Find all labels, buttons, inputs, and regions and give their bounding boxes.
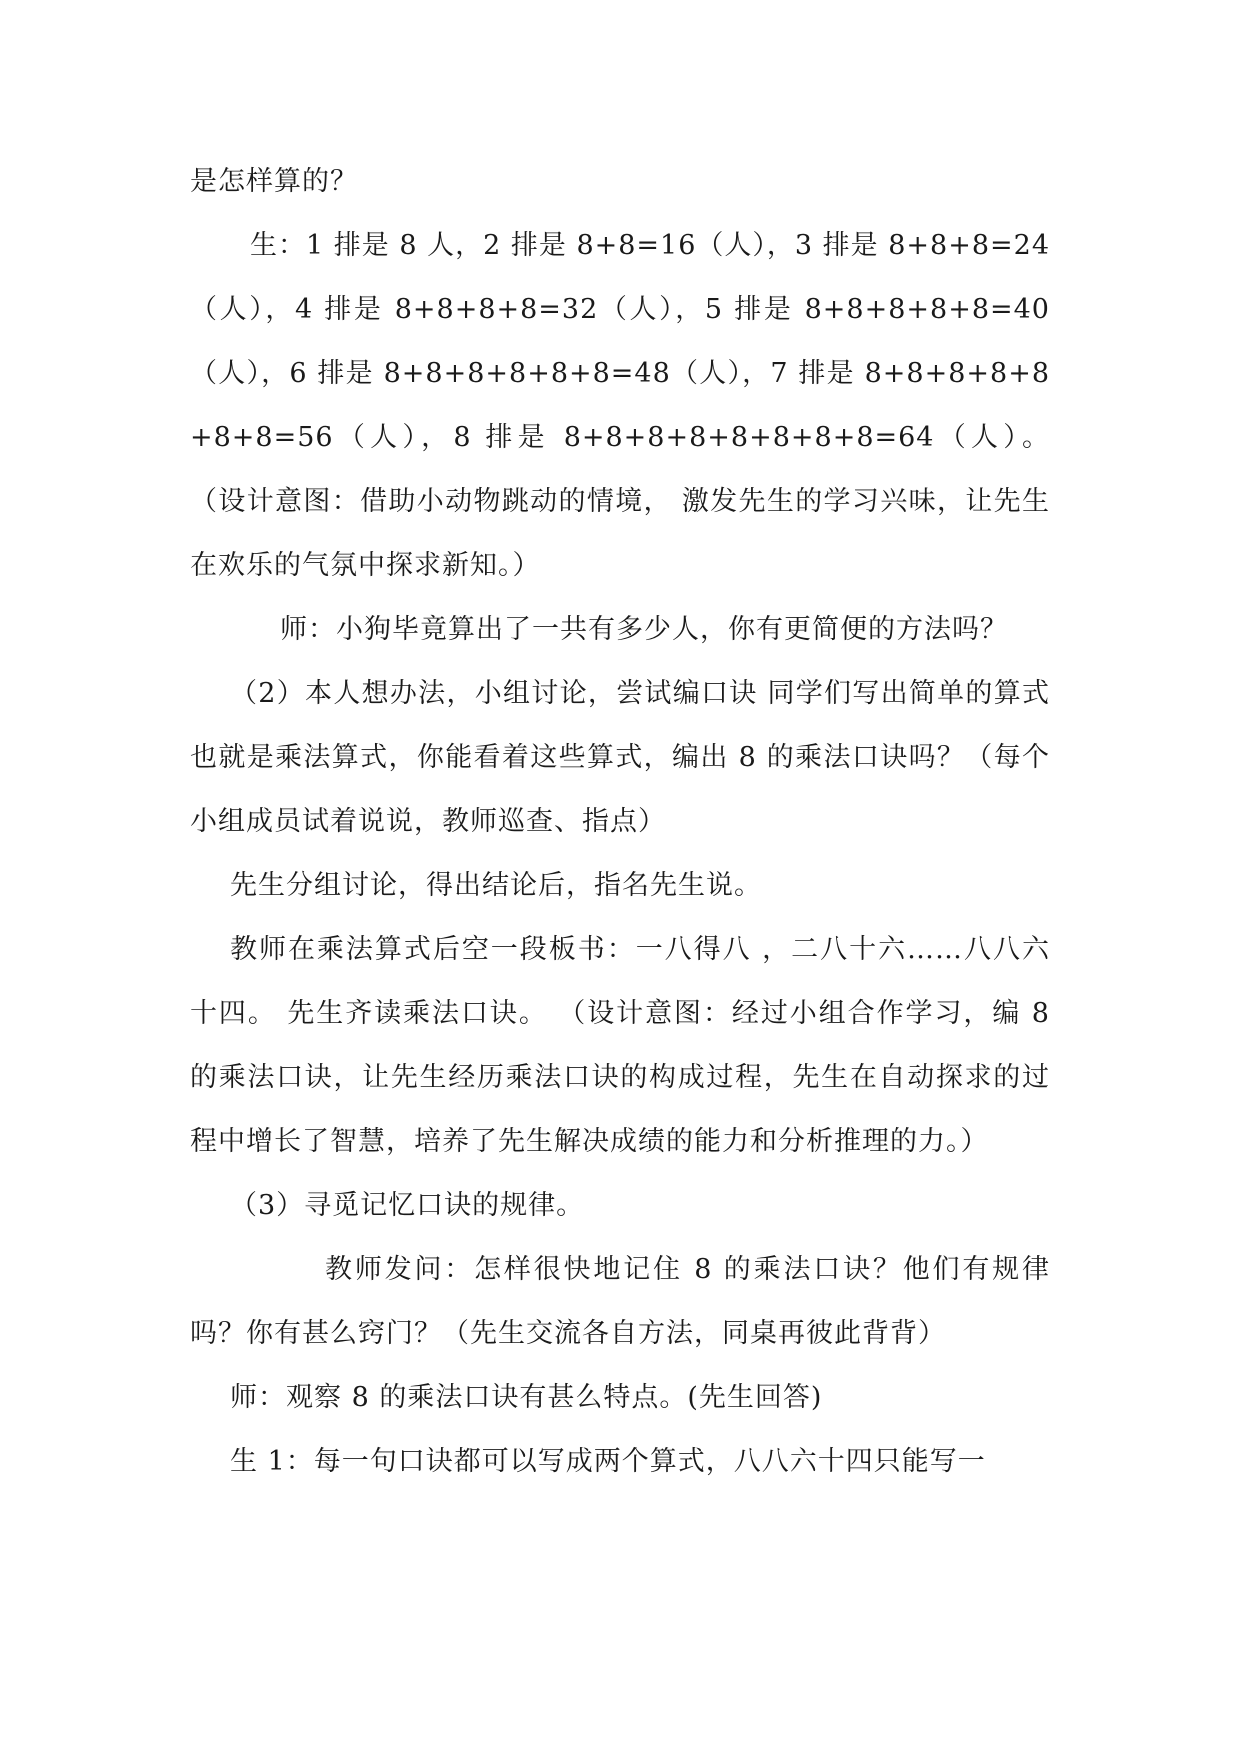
document-body [190, 150, 1050, 1494]
paragraph-4: （2）本人想办法，小组讨论，尝试编口诀 同学们写出简单的算式也就是乘法算式，你能看着这些算式，编出 8 的乘法口诀吗？（每个小组成员试着说说，教师巡查、指点） [190, 678, 1050, 837]
paragraph-2: 生：1 排是 8 人，2 排是 8+8=16（人），3 排是 8+8+8=24（人），4 排是 8+8+8+8=32（人），5 排是 8+8+8+8+8=40（人），6 排是 8+8+8+8+8+8=48（人），7 排是 8+8+8+8+8+8+8=56（人），8 排是 8+8+8+8+8+8+8+8=64（人）。 （设计意图：借助小动物跳动的情境， 激发先生的学习兴味，让先生在欢乐的气氛中探求新知。） [190, 230, 1051, 581]
paragraph-9: 师：观察 8 的乘法口诀有甚么特点。(先生回答) [230, 1382, 823, 1413]
paragraph-10: 生 1：每一句口诀都可以写成两个算式，八八六十四只能写一 [230, 1446, 986, 1477]
paragraph-1: 是怎样算的？ [190, 166, 358, 197]
paragraph-7: （3）寻觅记忆口诀的规律。 [230, 1190, 585, 1221]
paragraph-8: 教师发问：怎样很快地记住 8 的乘法口诀？他们有规律吗？你有甚么窍门？（先生交流各自方法，同桌再彼此背背） [190, 1254, 1050, 1349]
paragraph-3: 师：小狗毕竟算出了一共有多少人，你有更简便的方法吗？ [280, 614, 1008, 645]
paragraph-5: 先生分组讨论，得出结论后，指名先生说。 [230, 870, 762, 901]
paragraph-6: 教师在乘法算式后空一段板书：一八得八 ，二八十六……八八六十四。 先生齐读乘法口诀。 （设计意图：经过小组合作学习，编 8 的乘法口诀，让先生经历乘法口诀的构成过程，先生在自动探求的过程中增长了智慧，培养了先生解决成绩的能力和分析推理的力。） [190, 934, 1050, 1157]
